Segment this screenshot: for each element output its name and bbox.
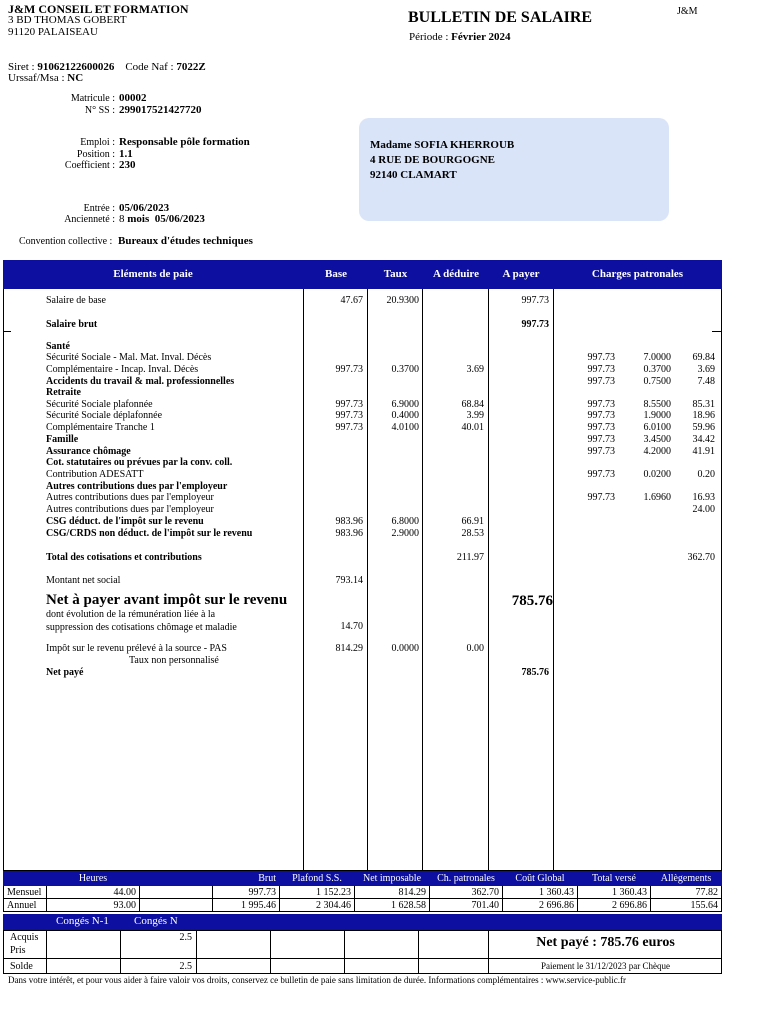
- line-base: 997.73: [335, 364, 363, 375]
- line-charge-taux: 8.5500: [643, 399, 671, 410]
- line-label: CSG/CRDS non déduct. de l'impôt sur le revenu: [46, 528, 253, 539]
- line-charge-base: 997.73: [587, 410, 615, 421]
- brut-tick-right: [712, 331, 722, 332]
- evolution-value: 14.70: [340, 621, 363, 632]
- line-charge-montant: 24.00: [692, 504, 715, 515]
- company-address2: 91120 PALAISEAU: [8, 26, 98, 38]
- line-charge-montant: 59.96: [692, 422, 715, 433]
- line-charge-base: 997.73: [587, 492, 615, 503]
- conges-solde-label: Solde: [10, 961, 33, 972]
- summary-cell: 2 696.86: [578, 899, 651, 912]
- line-charge-base: 997.73: [587, 446, 615, 457]
- summary-header: Brut: [213, 872, 280, 886]
- line-label: CSG déduct. de l'impôt sur le revenu: [46, 516, 204, 527]
- line-charge-montant: 3.69: [697, 364, 715, 375]
- summary-header: Ch. patronales: [430, 872, 503, 886]
- line-base: 983.96: [335, 516, 363, 527]
- line-charge-montant: 34.42: [692, 434, 715, 445]
- summary-header: Net imposable: [355, 872, 430, 886]
- summary-empty: [140, 899, 213, 912]
- line-base: 47.67: [340, 295, 363, 306]
- header-base: Base: [325, 268, 347, 280]
- summary-header: Coût Global: [503, 872, 578, 886]
- coef-value: 230: [119, 159, 136, 171]
- matricule-label: Matricule :: [70, 93, 115, 104]
- line-deduire: 211.97: [456, 552, 484, 563]
- employee-street: 4 RUE DE BOURGOGNE: [370, 154, 495, 166]
- summary-header: Plafond S.S.: [280, 872, 355, 886]
- nss-value: 299017521427720: [119, 104, 202, 116]
- employee-name: Madame SOFIA KHERROUB: [370, 139, 515, 151]
- line-label: Salaire de base: [46, 295, 106, 306]
- header-taux: Taux: [383, 268, 408, 280]
- summary-cell: 44.00: [47, 886, 140, 899]
- anciennete-n: 8: [119, 213, 125, 225]
- summary-cell: 1 995.46: [213, 899, 280, 912]
- pay-line: [0, 410, 768, 422]
- urssaf-value: NC: [67, 72, 84, 84]
- convention-label: Convention collective :: [19, 236, 113, 247]
- summary-empty: [140, 886, 213, 899]
- line-charge-montant: 16.93: [692, 492, 715, 503]
- periode-label: Période :: [409, 31, 449, 43]
- summary-cell: 362.70: [430, 886, 503, 899]
- line-charge-montant: 85.31: [692, 399, 715, 410]
- summary-cell: 2 696.86: [503, 899, 578, 912]
- line-base: 997.73: [335, 410, 363, 421]
- line-charge-montant: 7.48: [697, 376, 715, 387]
- header-charges: Charges patronales: [591, 268, 684, 280]
- line-taux: 0.3700: [391, 364, 419, 375]
- footer-note: Dans votre intérêt, et pour vous aider à faire valoir vos droits, conservez ce bulletin de paie sans limitation de durée. Informations complémentaires : www.service-public.fr: [8, 975, 626, 985]
- corner-label: J&M: [677, 6, 698, 17]
- matricule-value: 00002: [119, 92, 147, 104]
- header-deduire: A déduire: [433, 268, 479, 280]
- line-taux: 2.9000: [391, 528, 419, 539]
- summary-cell: 77.82: [651, 886, 722, 899]
- entree-value: 05/06/2023: [119, 202, 170, 214]
- final-hline: [489, 958, 722, 959]
- line-charge-montant: 69.84: [692, 352, 715, 363]
- urssaf-line: [8, 72, 83, 84]
- conges-solde-n: 2.5: [179, 961, 192, 972]
- conges-pris-label: Pris: [10, 945, 26, 956]
- pay-line: [0, 504, 768, 516]
- naf-value: 7022Z: [176, 61, 206, 73]
- pas-note: Taux non personnalisé: [129, 655, 219, 666]
- line-charge-montant: 0.20: [697, 469, 715, 480]
- siret-label: Siret :: [8, 61, 35, 73]
- line-charge-taux: 0.3700: [643, 364, 671, 375]
- summary-cell: 1 360.43: [503, 886, 578, 899]
- line-charge-taux: 0.0200: [643, 469, 671, 480]
- emploi-value: Responsable pôle formation: [119, 136, 250, 148]
- summary-table: [3, 871, 722, 912]
- final-net-paye: Net payé : 785.76 euros: [536, 935, 675, 950]
- line-charge-base: 997.73: [587, 422, 615, 433]
- line-charge-taux: 6.0100: [643, 422, 671, 433]
- line-label: Famille: [46, 434, 79, 445]
- pay-line: [0, 434, 768, 446]
- conges-vline: [418, 930, 419, 974]
- brut-tick-left: [3, 331, 11, 332]
- summary-cell: 1 628.58: [355, 899, 430, 912]
- pas-taux: 0.0000: [391, 643, 419, 654]
- line-label: Sécurité Sociale - Mal. Mat. Inval. Décès: [46, 352, 212, 363]
- summary-cell: 997.73: [213, 886, 280, 899]
- conges-vline: [344, 930, 345, 974]
- summary-cell: 93.00: [47, 899, 140, 912]
- summary-header: Allègements: [651, 872, 722, 886]
- naf-label: Code Naf :: [125, 61, 174, 73]
- anciennete-unit: mois: [127, 213, 150, 225]
- pay-line: [0, 469, 768, 481]
- conges-n1-header: Congés N-1: [56, 915, 109, 927]
- line-deduire: 66.91: [461, 516, 484, 527]
- line-label: Complémentaire - Incap. Inval. Décès: [46, 364, 199, 375]
- pay-line: [0, 457, 768, 469]
- line-charge-base: 997.73: [587, 352, 615, 363]
- pay-line: [0, 575, 768, 587]
- emploi-label: Emploi :: [80, 137, 115, 148]
- pay-line: [0, 492, 768, 504]
- line-label: Santé: [46, 341, 70, 352]
- summary-row-label: Annuel: [4, 899, 47, 912]
- line-label: Contribution ADESATT: [46, 469, 144, 480]
- conges-acquis-n: 2.5: [179, 932, 192, 943]
- bulletin-title: BULLETIN DE SALAIRE: [408, 9, 593, 26]
- line-charge-base: 997.73: [587, 399, 615, 410]
- line-base: 983.96: [335, 528, 363, 539]
- line-base: 997.73: [335, 422, 363, 433]
- summary-cell: 701.40: [430, 899, 503, 912]
- pas-label: Impôt sur le revenu prélevé à la source - PAS: [46, 643, 227, 654]
- anciennete-label: Ancienneté :: [64, 214, 115, 225]
- pay-line: [0, 552, 768, 564]
- line-deduire: 68.84: [461, 399, 484, 410]
- pay-line: [0, 352, 768, 364]
- anciennete-value: [119, 213, 205, 225]
- siret-value: 91062122600026: [37, 61, 115, 73]
- company-address1: 3 BD THOMAS GOBERT: [8, 14, 127, 26]
- employee-city: 92140 CLAMART: [370, 169, 457, 181]
- line-label: Complémentaire Tranche 1: [46, 422, 155, 433]
- convention-value: Bureaux d'études techniques: [118, 235, 253, 247]
- line-charge-taux: 1.6960: [643, 492, 671, 503]
- pas-deduire: 0.00: [466, 643, 484, 654]
- net-avant-value: 785.76: [511, 593, 553, 609]
- evolution-line2: suppression des cotisations chômage et maladie: [46, 622, 237, 633]
- pas-base: 814.29: [335, 643, 363, 654]
- net-paye-value: 785.76: [521, 667, 549, 678]
- summary-cell: 1 360.43: [578, 886, 651, 899]
- line-charge-base: 997.73: [587, 376, 615, 387]
- line-label: Salaire brut: [46, 319, 98, 330]
- net-paye-label: Net payé: [46, 667, 84, 678]
- pay-line: [0, 422, 768, 434]
- line-charge-montant: 41.91: [692, 446, 715, 457]
- conges-header: [3, 914, 722, 930]
- line-label: Sécurité Sociale plafonnée: [46, 399, 153, 410]
- conges-n-header: Congés N: [134, 915, 178, 927]
- line-label: Accidents du travail & mal. professionnelles: [46, 376, 235, 387]
- header-payer: A payer: [502, 268, 540, 280]
- line-taux: 0.4000: [391, 410, 419, 421]
- conges-vline: [270, 930, 271, 974]
- line-taux: 6.8000: [391, 516, 419, 527]
- conges-acquis-label: Acquis: [10, 932, 39, 943]
- summary-row-label: Mensuel: [4, 886, 47, 899]
- pay-line: [0, 528, 768, 540]
- nss-label: N° SS :: [84, 105, 115, 116]
- pay-line: [0, 364, 768, 376]
- pay-line: [0, 516, 768, 528]
- line-base: 997.73: [335, 399, 363, 410]
- line-charge-taux: 1.9000: [643, 410, 671, 421]
- line-label: Autres contributions dues par l'employeur: [46, 492, 214, 503]
- coef-label: Coefficient :: [64, 160, 115, 171]
- employee-address-box: [359, 118, 669, 221]
- evolution-line1: dont évolution de la rémunération liée à la: [46, 609, 216, 620]
- line-taux: 20.9300: [386, 295, 419, 306]
- line-label: Autres contributions dues par l'employeur: [46, 481, 228, 492]
- summary-header: Total versé: [578, 872, 651, 886]
- line-charge-montant: 18.96: [692, 410, 715, 421]
- line-taux: 4.0100: [391, 422, 419, 433]
- conges-vline: [196, 930, 197, 974]
- company-name: J&M CONSEIL ET FORMATION: [8, 2, 189, 16]
- line-label: Retraite: [46, 387, 81, 398]
- line-label: Total des cotisations et contributions: [46, 552, 202, 563]
- line-label: Cot. statutaires ou prévues par la conv. coll.: [46, 457, 233, 468]
- line-charge-base: 997.73: [587, 364, 615, 375]
- position-value: 1.1: [119, 148, 133, 160]
- line-label: Assurance chômage: [46, 446, 131, 457]
- summary-spacer: [140, 872, 213, 886]
- line-charge-taux: 4.2000: [643, 446, 671, 457]
- summary-cell: 1 152.23: [280, 886, 355, 899]
- line-payer: 997.73: [521, 295, 549, 306]
- urssaf-label: Urssaf/Msa :: [8, 72, 65, 84]
- periode-value: Février 2024: [451, 31, 511, 43]
- line-deduire: 28.53: [461, 528, 484, 539]
- line-label: Autres contributions dues par l'employeur: [46, 504, 214, 515]
- summary-corner: [4, 872, 47, 886]
- periode: [409, 31, 511, 43]
- line-charge-taux: 7.0000: [643, 352, 671, 363]
- line-charge-taux: 0.7500: [643, 376, 671, 387]
- pay-line: [0, 295, 768, 307]
- summary-cell: 2 304.46: [280, 899, 355, 912]
- anciennete-date: 05/06/2023: [154, 213, 205, 225]
- line-charge-montant: 362.70: [687, 552, 715, 563]
- summary-cell: 155.64: [651, 899, 722, 912]
- header-elements: Eléments de paie: [113, 268, 193, 280]
- line-label: Montant net social: [46, 575, 121, 586]
- line-payer: 997.73: [521, 319, 549, 330]
- line-charge-taux: 3.4500: [643, 434, 671, 445]
- position-label: Position :: [76, 149, 115, 160]
- conges-hline: [3, 958, 489, 959]
- pay-line: [0, 387, 768, 399]
- line-taux: 6.9000: [391, 399, 419, 410]
- summary-cell: 814.29: [355, 886, 430, 899]
- line-charge-base: 997.73: [587, 434, 615, 445]
- line-label: Sécurité Sociale déplafonnée: [46, 410, 163, 421]
- net-avant-label: Net à payer avant impôt sur le revenu: [46, 592, 288, 608]
- line-deduire: 3.69: [466, 364, 484, 375]
- line-deduire: 3.99: [466, 410, 484, 421]
- conges-vline: [46, 930, 47, 974]
- summary-header: Heures: [47, 872, 140, 886]
- pay-line: [0, 319, 768, 331]
- line-deduire: 40.01: [461, 422, 484, 433]
- entree-label: Entrée :: [83, 203, 115, 214]
- line-charge-base: 997.73: [587, 469, 615, 480]
- final-paiement: Paiement le 31/12/2023 par Chèque: [541, 961, 670, 971]
- line-base: 793.14: [335, 575, 363, 586]
